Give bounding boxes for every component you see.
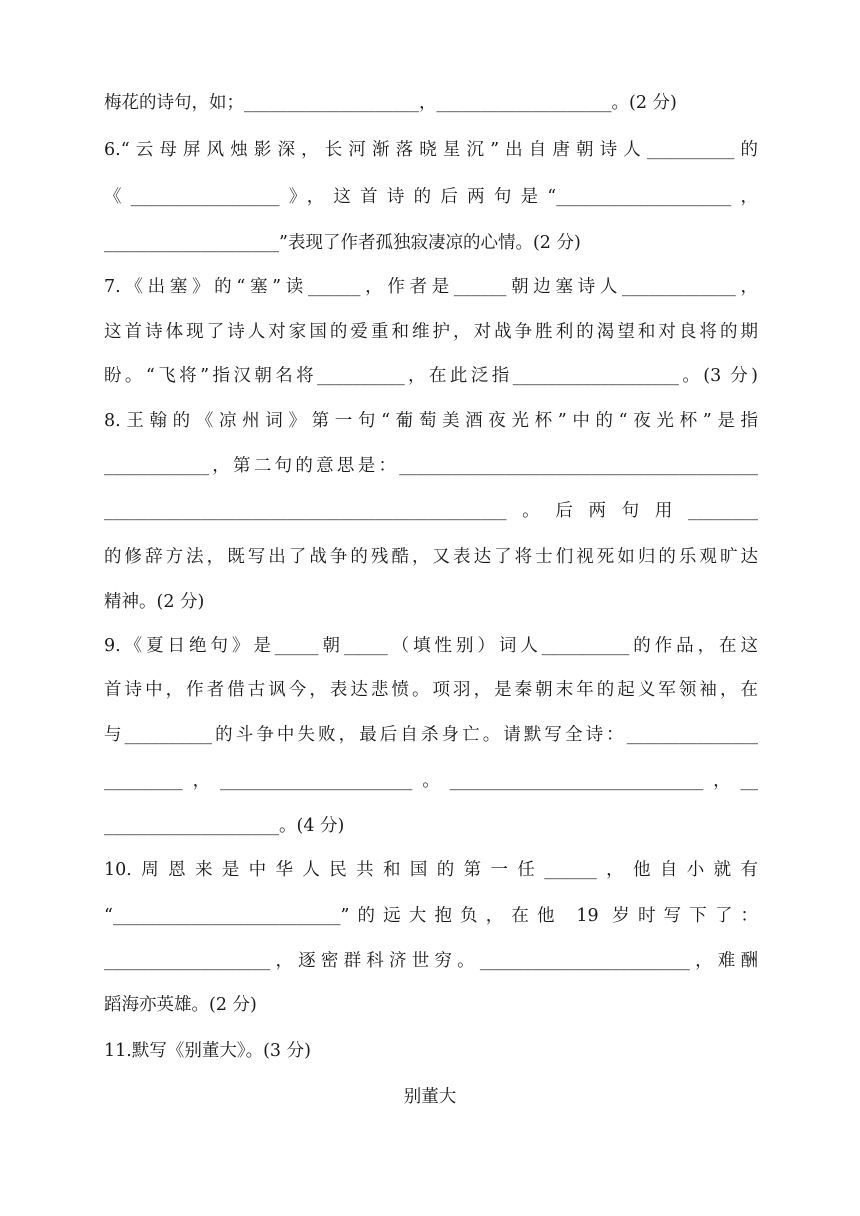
poem-title: 别董大 <box>403 1087 457 1107</box>
text-line-15: 与__________的斗争中失败，最后自杀身亡。请默写全诗：_______________ <box>104 725 758 745</box>
text-line-3: 《_________________》，这首诗的后两句是“____________________， <box>104 187 758 207</box>
text-line-1: 梅花的诗句，如；____________________，____________________。(2 分) <box>104 93 677 113</box>
text-line-7: 盼。“飞将”指汉朝名将__________，在此泛指___________________。(3 分) <box>104 366 758 386</box>
text-line-8: 8.王翰的《凉州词》第一句“葡萄美酒夜光杯”中的“夜光杯”是指 <box>104 411 758 431</box>
text-line-4: ____________________”表现了作者孤独寂凄凉的心情。(2 分) <box>104 233 581 253</box>
text-line-9: ____________，第二句的意思是：_________________________________________ <box>104 456 758 476</box>
text-line-13: 9.《夏日绝句》是_____朝_____（填性别）词人__________的作品，在这 <box>104 636 758 656</box>
text-line-14: 首诗中，作者借古讽今，表达悲愤。项羽，是秦朝末年的起义军领袖，在 <box>104 680 758 700</box>
text-line-2: 6.“云母屏风烛影深，长河渐落晓星沉”出自唐朝诗人__________的 <box>104 140 758 160</box>
text-line-12: 精神。(2 分) <box>104 592 205 612</box>
text-line-5: 7.《出塞》的“塞”读______，作者是______朝边塞诗人_____________， <box>104 277 758 297</box>
text-line-19: “__________________________”的远大抱负，在他 19 岁时写下了： <box>104 906 758 926</box>
text-line-16: _________，______________________。_____________________________，__ <box>104 771 758 791</box>
text-line-21: 蹈海亦英雄。(2 分) <box>104 995 257 1015</box>
text-line-20: ___________________，逐密群科济世穷。________________________，难酬 <box>104 951 758 971</box>
text-line-17: ____________________。(4 分) <box>104 816 345 836</box>
text-line-18: 10.周恩来是中华人民共和国的第一任______，他自小就有 <box>104 860 758 880</box>
text-line-10: ______________________________________________。后两句用________ <box>104 501 758 521</box>
text-line-11: 的修辞方法，既写出了战争的残酷，又表达了将士们视死如归的乐观旷达 <box>104 547 758 567</box>
text-line-6: 这首诗体现了诗人对家国的爱重和维护，对战争胜利的渴望和对良将的期 <box>104 322 758 342</box>
text-line-22: 11.默写《别董大》。(3 分) <box>104 1041 311 1061</box>
